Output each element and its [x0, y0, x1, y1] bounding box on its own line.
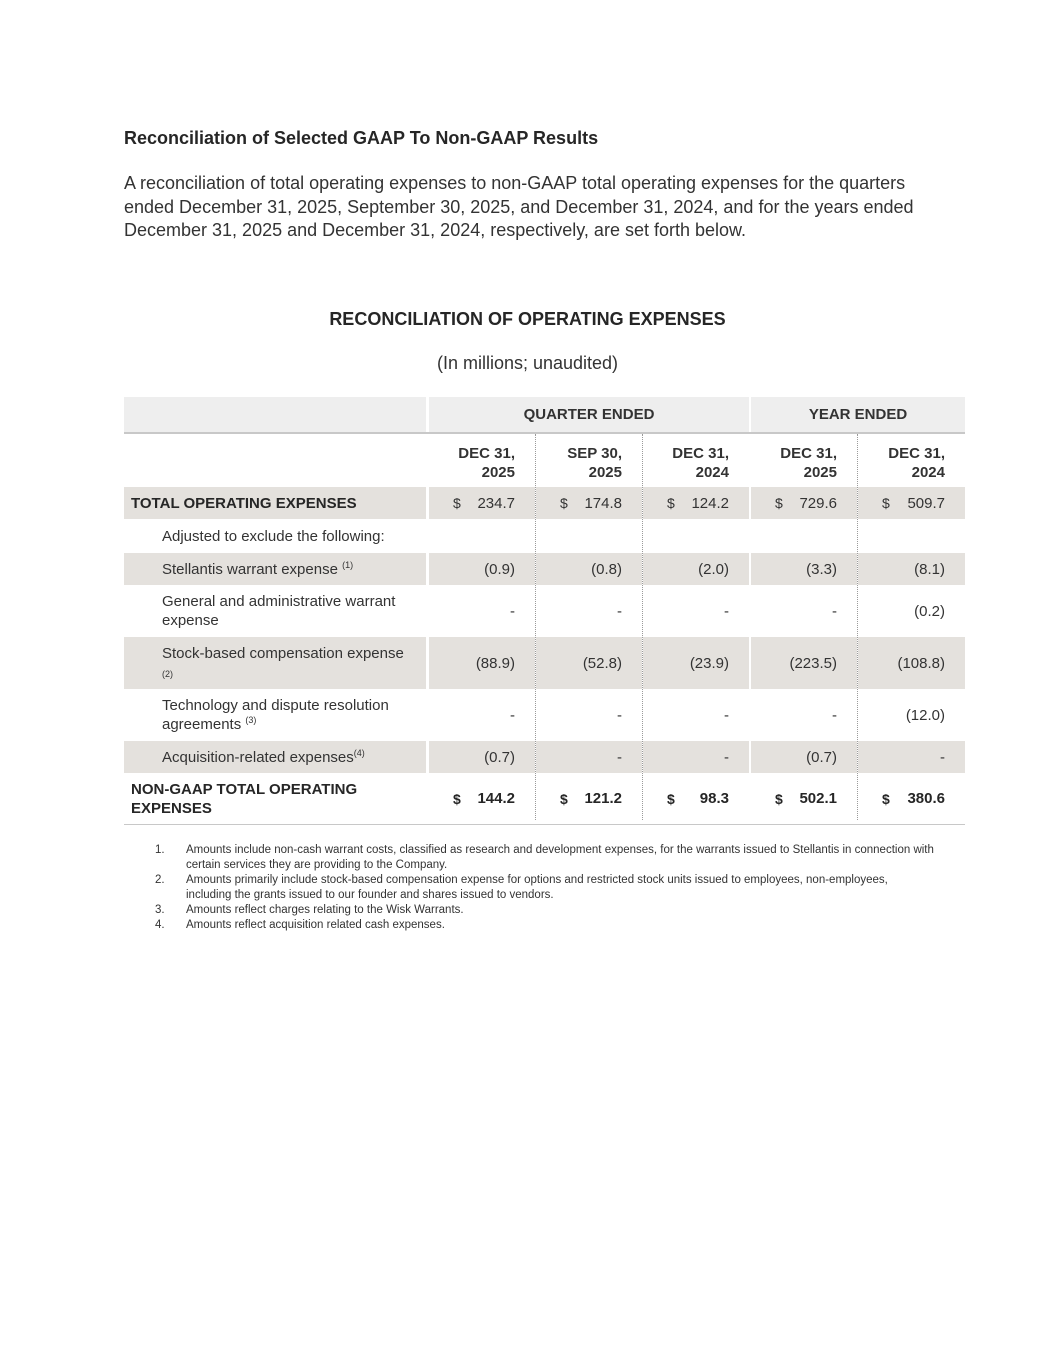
total-opex-value: $ 124.2 [643, 487, 749, 519]
row-value: - [643, 741, 749, 773]
adjust-label: Adjusted to exclude the following: [162, 527, 385, 545]
column-header: DEC 31, 2025 [458, 445, 515, 481]
row-label: Stellantis warrant expense $^{(1)}$ [124, 553, 426, 585]
column-separator [857, 434, 858, 820]
column-header: DEC 31, 2024 [888, 445, 945, 481]
total-opex-value: $ 174.8 [536, 487, 642, 519]
row-value: (223.5) [751, 637, 857, 689]
table-row [124, 690, 965, 740]
column-header: DEC 31, 2024 [672, 445, 729, 481]
table-title: RECONCILIATION OF OPERATING EXPENSES [329, 309, 726, 329]
total-opex-value: $ 234.7 [429, 487, 535, 519]
column-header-row [124, 434, 965, 487]
nongaap-total-value: $ 144.2 [453, 790, 515, 807]
footnote: 3. Amounts reflect charges relating to the Wisk Warrants. [155, 904, 464, 916]
table-row [124, 773, 965, 824]
row-value: (0.8) [536, 553, 642, 585]
column-header: SEP 30, 2025 [567, 445, 622, 481]
row-value: - [617, 706, 622, 724]
row-value: (0.7) [751, 741, 857, 773]
group-year-ended: YEAR ENDED [751, 397, 965, 432]
row-value: (52.8) [536, 637, 642, 689]
row-value: - [724, 602, 729, 620]
row-value: - [858, 741, 965, 773]
row-value: (108.8) [858, 637, 965, 689]
total-opex-value: $ 729.6 [751, 487, 857, 519]
row-value: (0.7) [429, 741, 535, 773]
row-value: - [832, 706, 837, 724]
row-label: General and administrative warrant expense [162, 593, 396, 629]
row-label: Technology and dispute resolution agreements $^{(3)}$ [162, 697, 389, 733]
footnotes [155, 843, 935, 933]
row-value: (23.9) [643, 637, 749, 689]
table-subtitle: (In millions; unaudited) [436, 353, 619, 373]
row-value: - [510, 602, 515, 620]
footnote: 1. Amounts include non-cash warrant costs, classified as research and development expenses, for the warrants issued to Stellantis in connection with certain services they are providing to the Company. [155, 844, 934, 871]
column-header: DEC 31, 2025 [780, 445, 837, 481]
table-row [124, 520, 965, 552]
intro-paragraph: A reconciliation of total operating expenses to non-GAAP total operating expenses for the quarters ended December 31, 2025, September 30, 2025, and December 31, 2024, and for the years ended December 31, 2025 and December 31, 2024, respectively, are set forth below. [124, 173, 914, 240]
group-quarter-ended: QUARTER ENDED [429, 397, 749, 432]
nongaap-total-value: $ 380.6 [882, 790, 945, 807]
header-blank [124, 397, 426, 432]
nongaap-total-value: $ 98.3 [667, 790, 729, 807]
row-value: (0.2) [914, 602, 945, 620]
table-row [124, 553, 965, 585]
row-value: - [536, 741, 642, 773]
reconciliation-table [124, 397, 965, 825]
footnote: 4. Amounts reflect acquisition related cash expenses. [155, 919, 445, 931]
row-value: - [724, 706, 729, 724]
row-value: - [617, 602, 622, 620]
nongaap-total-value: $ 121.2 [560, 790, 622, 807]
nongaap-total-label: NON-GAAP TOTAL OPERATING EXPENSES [131, 780, 358, 817]
row-value: (8.1) [858, 553, 965, 585]
table-row [124, 586, 965, 636]
row-value: (3.3) [751, 553, 857, 585]
row-value: (0.9) [429, 553, 535, 585]
table-row [124, 487, 965, 519]
row-value: (88.9) [429, 637, 535, 689]
row-value: - [510, 706, 515, 724]
table-bottom-rule [124, 824, 965, 825]
row-value: - [832, 602, 837, 620]
section-title: Reconciliation of Selected GAAP To Non-GAAP Results [124, 128, 599, 148]
footnote: 2. Amounts primarily include stock-based compensation expense for options and restricted stock units issued to employees, non-employees, including the grants issued to our founder and shares issued to vendors. [155, 874, 888, 901]
row-label: Stock-based compensation expense (2) [124, 637, 426, 689]
column-separator [642, 434, 643, 820]
nongaap-total-value: $ 502.1 [775, 790, 837, 807]
group-header-row [124, 397, 965, 432]
row-label: Acquisition-related expenses$^{(4)}$ [124, 741, 426, 773]
total-opex-label: TOTAL OPERATING EXPENSES [124, 487, 426, 519]
table-row [124, 741, 965, 773]
total-opex-value: $ 509.7 [858, 487, 965, 519]
table-row [124, 637, 965, 689]
row-value: (12.0) [905, 706, 945, 724]
row-value: (2.0) [643, 553, 749, 585]
column-separator [535, 434, 536, 820]
